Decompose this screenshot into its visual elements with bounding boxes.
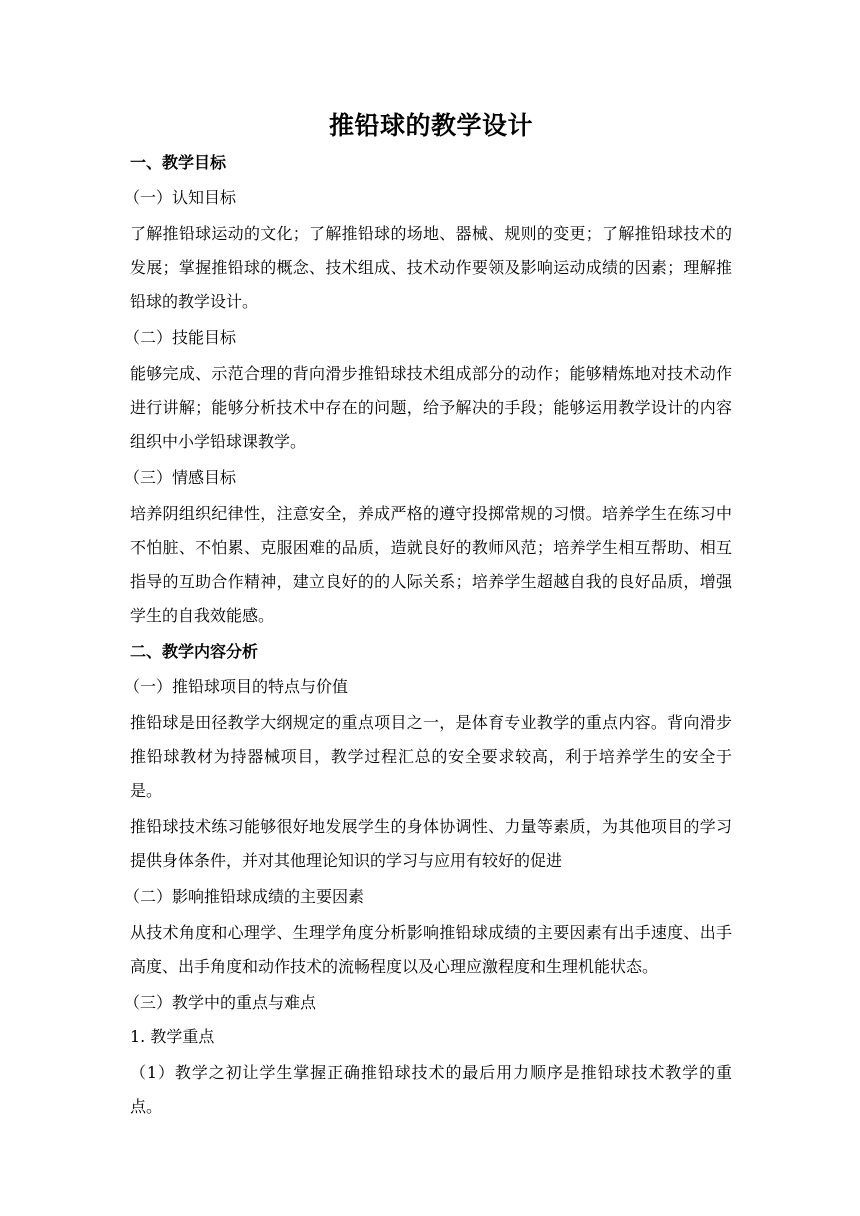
paragraph-cognitive-goals: 了解推铅球运动的文化；了解推铅球的场地、器械、规则的变更；了解推铅球技术的发展；掌握推铅球的概念、技术组成、技术动作要领及影响运动成绩的因素；理解推铅球的教学设计。 [130,224,732,311]
list-item-teaching-focus: 1. 教学重点 [130,1027,215,1046]
paragraph-skill-goals: 能够完成、示范合理的背向滑步推铅球技术组成部分的动作；能够精炼地对技术动作进行讲解；能够分析技术中存在的问题，给予解决的手段；能够运用教学设计的内容组织中小学铅球课教学。 [130,364,732,451]
subheading-cognitive-goals: （一）认知目标 [124,188,237,207]
paragraph-teaching-focus-1: （1）教学之初让学生掌握正确推铅球技术的最后用力顺序是推铅球技术教学的重点。 [130,1063,732,1116]
subheading-affective-goals: （三）情感目标 [124,468,237,487]
paragraph-features-value-2: 推铅球技术练习能够很好地发展学生的身体协调性、力量等素质，为其他项目的学习提供身体条件，并对其他理论知识的学习与应用有较好的促进 [130,817,732,870]
subheading-key-difficult-points: （三）教学中的重点与难点 [124,993,317,1012]
paragraph-affective-goals: 培养阴组织纪律性，注意安全，养成严格的遵守投掷常规的习惯。培养学生在练习中不怕脏、不怕累、克服困难的品质，造就良好的教师风范；培养学生相互帮助、相互指导的互助合作精神，建立良好的的人际关系；培养学生超越自我的良好品质，增强学生的自我效能感。 [130,504,732,625]
section-heading-teaching-goals: 一、教学目标 [130,153,227,172]
subheading-main-factors: （二）影响推铅球成绩的主要因素 [124,887,365,906]
paragraph-main-factors: 从技术角度和心理学、生理学角度分析影响推铅球成绩的主要因素有出手速度、出手高度、出手角度和动作技术的流畅程度以及心理应激程度和生理机能状态。 [130,923,732,976]
section-heading-content-analysis: 二、教学内容分析 [130,642,259,661]
paragraph-features-value-1: 推铅球是田径教学大纲规定的重点项目之一，是体育专业教学的重点内容。背向滑步推铅球教材为持器械项目，教学过程汇总的安全要求较高，利于培养学生的安全于是。 [130,713,732,800]
subheading-skill-goals: （二）技能目标 [124,328,237,347]
subheading-features-value: （一）推铅球项目的特点与价值 [124,677,349,696]
document-title: 推铅球的教学设计 [328,111,533,140]
